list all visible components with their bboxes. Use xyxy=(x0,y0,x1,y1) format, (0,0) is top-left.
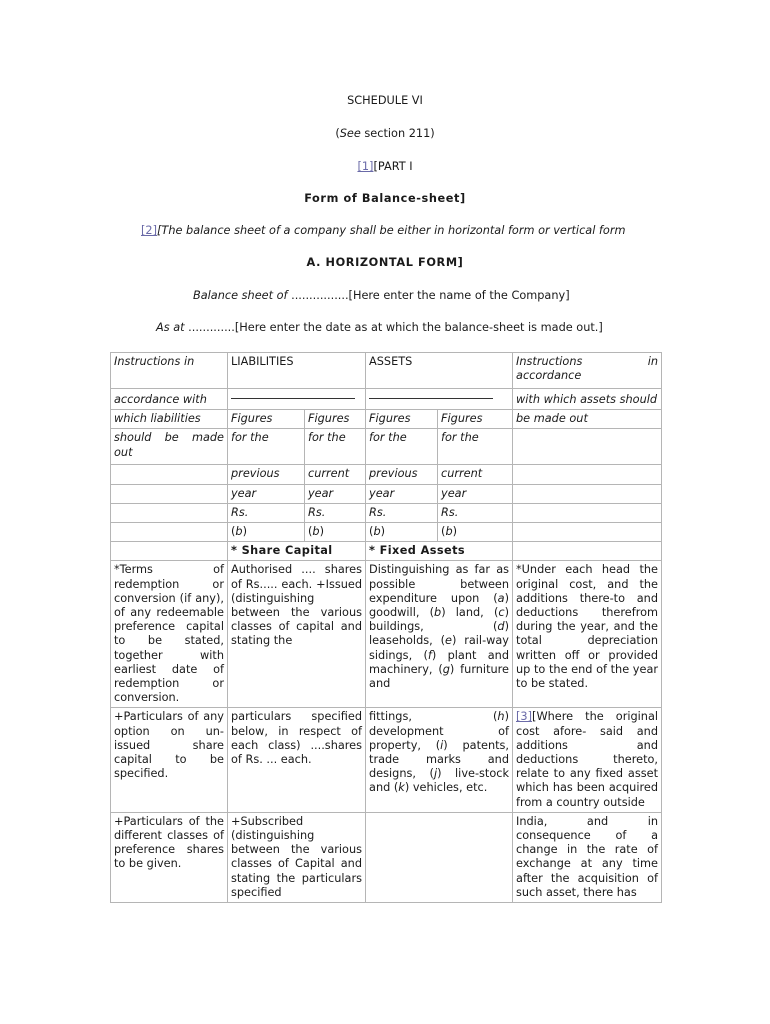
instr-liab-cell: which liabilities xyxy=(111,410,228,429)
part-label: [PART I xyxy=(373,160,413,173)
table-row xyxy=(111,389,662,410)
part-heading xyxy=(0,160,770,173)
instr-assets-cell: with which assets should xyxy=(513,389,662,410)
table-row xyxy=(111,542,662,561)
balance-sheet-of-line xyxy=(193,289,570,302)
particulars-specified-cell: particulars specified below, in respect of each class) ....shares of Rs. ... each. xyxy=(228,708,366,812)
empty-cell xyxy=(366,812,513,902)
table-row xyxy=(111,503,662,522)
year-cell: year xyxy=(305,484,366,503)
rs-cell: Rs. xyxy=(305,503,366,522)
empty-cell xyxy=(513,465,662,484)
table-row xyxy=(111,708,662,812)
previous-cell: previous xyxy=(366,465,438,484)
authorised-capital-cell: Authorised .... shares of Rs..... each. +Issued (distinguishing between the various classes of capital and stating the xyxy=(228,561,366,708)
instr-liab-cell: should be made out xyxy=(111,429,228,465)
fittings-cell: fittings, (h) development of property, (i) patents, trade marks and designs, (j) live-stock and (k) vehicles, etc. xyxy=(366,708,513,812)
preference-shares-cell: +Particulars of the different classes of preference shares to be given. xyxy=(111,812,228,902)
instr-assets-cell: be made out xyxy=(513,410,662,429)
current-cell: current xyxy=(438,465,513,484)
fixed-assets-desc-cell: Distinguishing as far as possible between expenditure upon (a) goodwill, (b) land, (c) buildings, (d) leaseholds, (e) rail-way sidings, (f) plant and machinery, (g) furniture and xyxy=(366,561,513,708)
footnote-link-3[interactable]: [3] xyxy=(516,710,533,724)
empty-cell xyxy=(513,484,662,503)
figures-cell: Figures xyxy=(305,410,366,429)
form-title: Form of Balance-sheet] xyxy=(304,192,466,205)
subscribed-cell: +Subscribed (distinguishing between the various classes of Capital and stating the particulars specified xyxy=(228,812,366,902)
as-at-placeholder: .............[Here enter the date as at which the balance-sheet is made out.] xyxy=(184,321,603,334)
as-at-label: As at xyxy=(156,321,185,334)
year-cell: year xyxy=(228,484,305,503)
instr-assets-cell: Instructions in accordance xyxy=(513,353,662,389)
rs-cell: Rs. xyxy=(438,503,513,522)
for-the-cell: for the xyxy=(228,429,305,465)
intro-text: [The balance sheet of a company shall be either in horizontal form or vertical form xyxy=(157,224,626,237)
liab-rule xyxy=(228,389,366,410)
figures-cell: Figures xyxy=(438,410,513,429)
balance-sheet-table xyxy=(110,352,662,903)
intro-line xyxy=(141,224,625,237)
empty-cell xyxy=(513,542,662,561)
instr-liab-cell: accordance with xyxy=(111,389,228,410)
instr-liab-cell: Instructions in xyxy=(111,353,228,389)
empty-cell xyxy=(513,523,662,542)
bs-of-placeholder: ................[Here enter the name of the Company] xyxy=(287,289,570,302)
for-the-cell: for the xyxy=(438,429,513,465)
table-row xyxy=(111,465,662,484)
figures-cell: Figures xyxy=(228,410,305,429)
table-row xyxy=(111,812,662,902)
table-row xyxy=(111,484,662,503)
empty-cell xyxy=(513,429,662,465)
footnote-link-2[interactable]: [2] xyxy=(141,224,158,237)
year-cell: year xyxy=(438,484,513,503)
b-cell: (b) xyxy=(305,523,366,542)
previous-cell: previous xyxy=(228,465,305,484)
year-cell: year xyxy=(366,484,438,503)
empty-cell xyxy=(111,465,228,484)
share-capital-heading: * Share Capital xyxy=(228,542,366,561)
b-cell: (b) xyxy=(366,523,438,542)
b-cell: (b) xyxy=(438,523,513,542)
table-row xyxy=(111,353,662,389)
empty-cell xyxy=(111,503,228,522)
redemption-terms-cell: *Terms of redemption or conversion (if any), of any redeemable preference capital to be stated, together with earliest date of redemption or conversion. xyxy=(111,561,228,708)
table-row xyxy=(111,429,662,465)
rs-cell: Rs. xyxy=(366,503,438,522)
schedule-title: SCHEDULE VI xyxy=(347,94,423,107)
rs-cell: Rs. xyxy=(228,503,305,522)
b-cell: (b) xyxy=(228,523,305,542)
exchange-rate-cell: India, and in consequence of a change in the rate of exchange at any time after the acquisition of such asset, there has xyxy=(513,812,662,902)
empty-cell xyxy=(513,503,662,522)
figures-cell: Figures xyxy=(366,410,438,429)
liabilities-header: LIABILITIES xyxy=(228,353,366,389)
footnote-link-1[interactable]: [1] xyxy=(357,160,374,173)
bs-of-label: Balance sheet of xyxy=(193,289,288,302)
see-section xyxy=(0,127,770,140)
where-original-cost-cell: [3][Where the original cost afore- said and additions and deductions thereto, relate to any fixed asset which has been acquired from a country outside xyxy=(513,708,662,812)
see-word: See xyxy=(339,127,361,140)
assets-header: ASSETS xyxy=(366,353,513,389)
table-row xyxy=(111,561,662,708)
assets-rule xyxy=(366,389,513,410)
empty-cell xyxy=(111,542,228,561)
empty-cell xyxy=(111,484,228,503)
see-section-text: section 211) xyxy=(360,127,435,140)
for-the-cell: for the xyxy=(366,429,438,465)
horizontal-form-heading: A. HORIZONTAL FORM] xyxy=(306,256,464,269)
fixed-assets-heading: * Fixed Assets xyxy=(366,542,513,561)
current-cell: current xyxy=(305,465,366,484)
for-the-cell: for the xyxy=(305,429,366,465)
table-row xyxy=(111,410,662,429)
original-cost-cell: *Under each head the original cost, and the additions there-to and deductions therefrom during the year, and the total depreciation written off or provided up to the end of the year to be stated. xyxy=(513,561,662,708)
see-paren: ( xyxy=(335,127,340,140)
table-row xyxy=(111,523,662,542)
as-at-line xyxy=(156,321,603,334)
option-particulars-cell: +Particulars of any option on un-issued share capital to be specified. xyxy=(111,708,228,812)
empty-cell xyxy=(111,523,228,542)
